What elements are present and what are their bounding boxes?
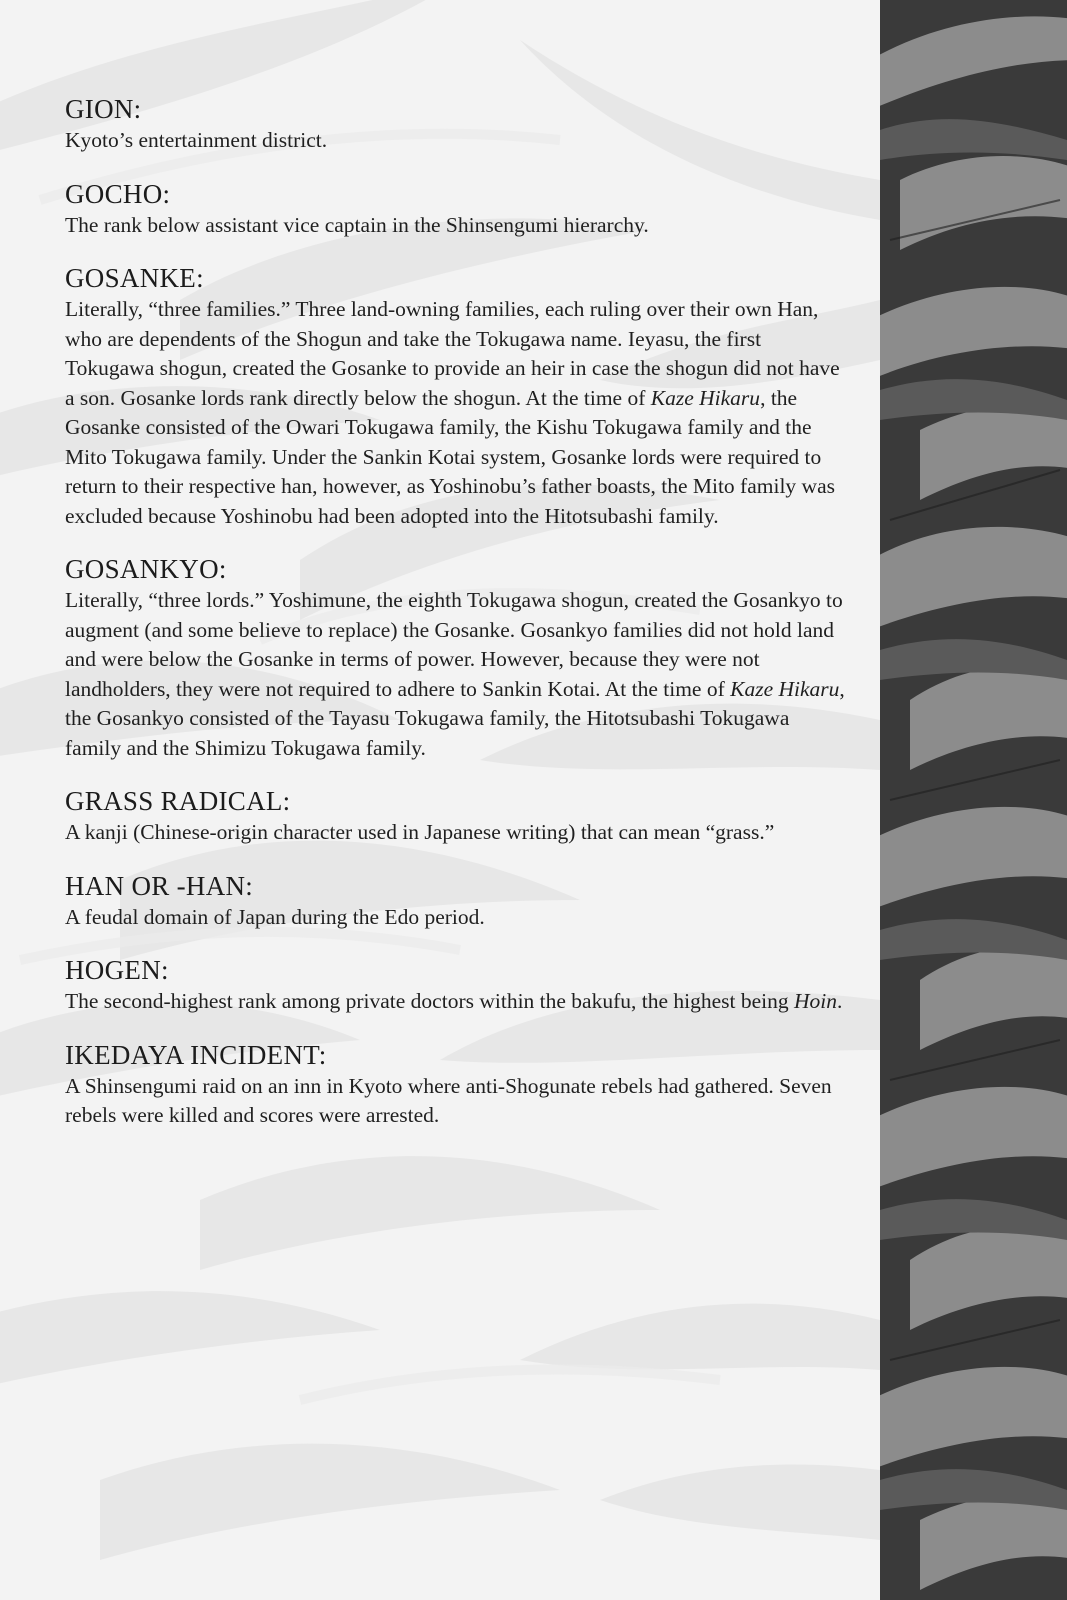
definition-text: Literally, “three lords.” Yoshimune, the eighth Tokugawa shogun, created the Gosankyo to augment (and some believe to replace) the Gosanke. Gosankyo families did not hold land and were below the Gosanke in terms of power. However, because they were not landholders, they were not required to adhere to Sankin Kotai. At the time of bbox=[65, 588, 843, 701]
glossary-term: GION: bbox=[65, 94, 142, 124]
definition-text: , the Gosankyo consisted of the Tayasu Tokugawa family, the Hitotsubashi Tokugawa family and the Shimizu Tokugawa family. bbox=[65, 676, 845, 760]
definition-text: Literally, “three families.” Three land-owning families, each ruling over their own Han, who are dependents of the Shogun and take the Tokugawa name. Ieyasu, the first Tokugawa shogun, created the Gosanke to provide an heir in case the shogun did not have a son. Gosanke lords rank directly below the shogun. At the time of bbox=[65, 297, 840, 410]
glossary-term: GOSANKYO: bbox=[65, 554, 227, 584]
definition-text: , the Gosanke consisted of the Owari Tokugawa family, the Kishu Tokugawa family and the Mito Tokugawa family. Under the Sankin Kotai system, Gosanke lords were required to return to their respective han, however, as Yoshinobu’s father boasts, the Mito family was excluded because Yoshinobu had been adopted into the Hitotsubashi family. bbox=[65, 385, 835, 528]
glossary-definition bbox=[65, 1072, 845, 1131]
definition-text: A Shinsengumi raid on an inn in Kyoto where anti-Shogunate rebels had gathered. Seven rebels were killed and scores were arrested. bbox=[65, 1073, 832, 1127]
italic-title: Hoin bbox=[794, 989, 838, 1013]
glossary-entry-ikedaya-incident bbox=[65, 1038, 845, 1131]
glossary-definition bbox=[65, 586, 845, 763]
glossary-list bbox=[65, 92, 845, 1152]
italic-title: Kaze Hikaru bbox=[730, 676, 840, 701]
glossary-term: HOGEN: bbox=[65, 955, 169, 985]
definition-text: A kanji (Chinese-origin character used in Japanese writing) that can mean “grass.” bbox=[65, 820, 775, 844]
glossary-entry-gocho bbox=[65, 177, 845, 241]
glossary-entry-gosanke bbox=[65, 261, 845, 531]
glossary-definition bbox=[65, 295, 845, 531]
glossary-entry-grass-radical bbox=[65, 784, 845, 848]
glossary-term: IKEDAYA INCIDENT: bbox=[65, 1039, 327, 1070]
glossary-definition bbox=[65, 126, 845, 156]
dark-fabric-border bbox=[880, 0, 1067, 1600]
glossary-definition bbox=[65, 903, 845, 933]
definition-text: Kyoto’s entertainment district. bbox=[65, 128, 328, 152]
glossary-term: HAN OR -HAN: bbox=[65, 870, 254, 901]
glossary-term: GRASS RADICAL: bbox=[65, 786, 291, 816]
glossary-entry-hogen bbox=[65, 953, 845, 1017]
glossary-term: GOCHO: bbox=[65, 178, 171, 209]
glossary-definition bbox=[65, 818, 845, 848]
definition-text: The rank below assistant vice captain in the Shinsengumi hierarchy. bbox=[65, 212, 649, 237]
glossary-definition bbox=[65, 211, 845, 241]
glossary-definition bbox=[65, 987, 845, 1017]
definition-text: . bbox=[837, 989, 843, 1013]
bamboo-leaf-pattern bbox=[880, 0, 1067, 1600]
glossary-entry-han bbox=[65, 869, 845, 933]
glossary-entry-gion bbox=[65, 92, 845, 156]
definition-text: A feudal domain of Japan during the Edo period. bbox=[65, 904, 485, 929]
glossary-term: GOSANKE: bbox=[65, 263, 204, 293]
definition-text: The second-highest rank among private doctors within the bakufu, the highest being bbox=[65, 989, 795, 1013]
italic-title: Kaze Hikaru bbox=[650, 385, 761, 410]
glossary-entry-gosankyo bbox=[65, 552, 845, 763]
